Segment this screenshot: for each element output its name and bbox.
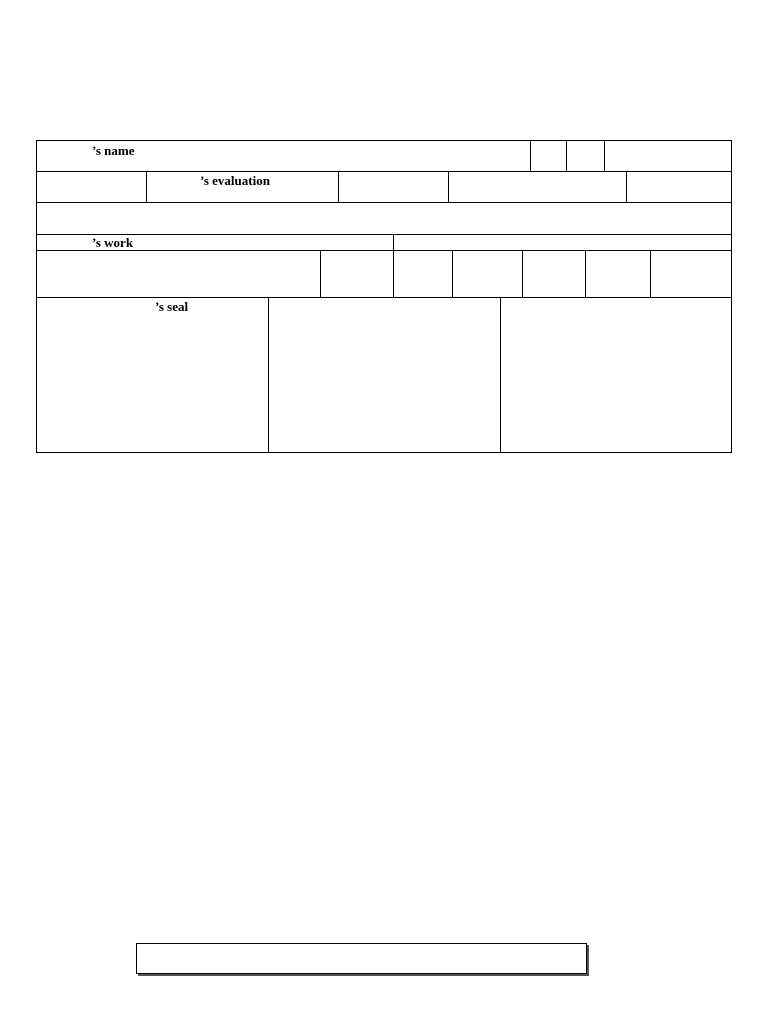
work-label: ’s work — [92, 235, 134, 250]
evaluation-field-5[interactable] — [626, 171, 732, 203]
small-field-1[interactable] — [530, 140, 567, 172]
evaluation-field-3[interactable] — [338, 171, 449, 203]
name-label: ’s name — [92, 143, 135, 158]
work-detail-5[interactable] — [522, 250, 586, 298]
work-detail-6[interactable] — [585, 250, 651, 298]
name-field[interactable] — [36, 140, 531, 172]
evaluation-field-4[interactable] — [448, 171, 627, 203]
notes-field[interactable] — [36, 202, 732, 235]
work-detail-2[interactable] — [320, 250, 394, 298]
evaluation-field[interactable] — [146, 171, 339, 203]
seal-box[interactable] — [36, 297, 269, 453]
work-detail-1[interactable] — [36, 250, 321, 298]
work-detail-3[interactable] — [393, 250, 453, 298]
footer-box — [136, 943, 587, 974]
seal-box-2[interactable] — [268, 297, 501, 453]
work-detail-7[interactable] — [650, 250, 732, 298]
work-detail-4[interactable] — [452, 250, 523, 298]
evaluation-field-1[interactable] — [36, 171, 147, 203]
seal-label: ’s seal — [155, 299, 189, 314]
work-field[interactable] — [36, 234, 394, 251]
evaluation-label: ’s evaluation — [200, 173, 270, 188]
date-field[interactable] — [604, 140, 732, 172]
seal-box-3[interactable] — [500, 297, 732, 453]
work-field-2[interactable] — [393, 234, 732, 251]
small-field-2[interactable] — [566, 140, 605, 172]
